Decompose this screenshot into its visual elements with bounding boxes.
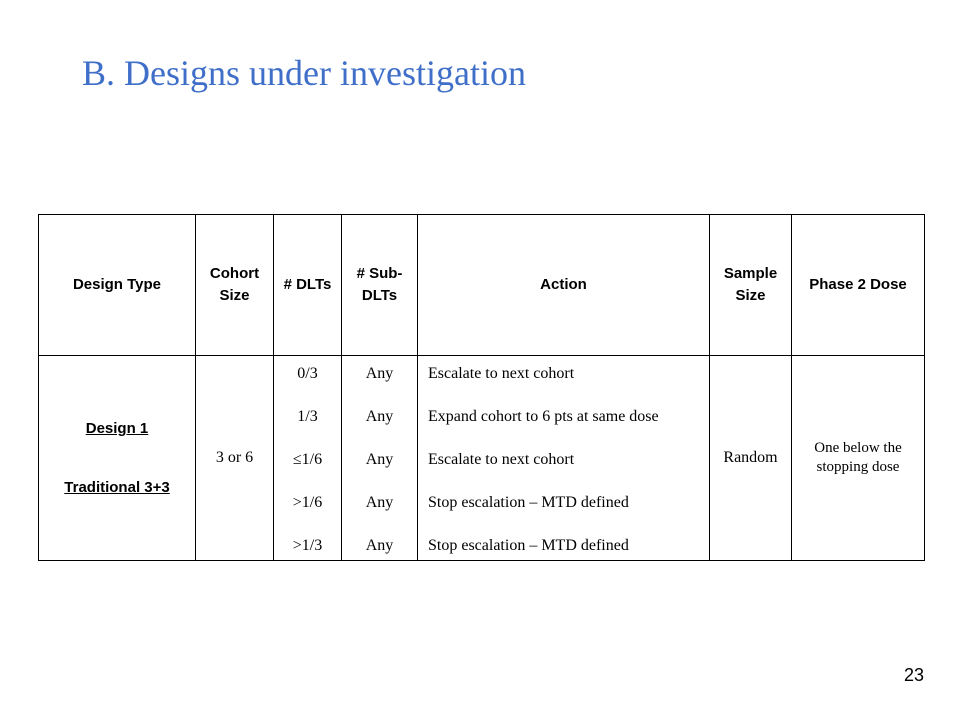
design-name: Design 1 [85, 420, 149, 437]
dlt-value: 1/3 [297, 408, 318, 425]
action-text: Expand cohort to 6 pts at same dose [428, 408, 659, 425]
cohort-size-cell: 3 or 6 [196, 356, 274, 561]
design-name-cell [39, 356, 196, 561]
action-cell [418, 356, 710, 561]
action-text: Escalate to next cohort [428, 451, 575, 468]
phase2-dose-cell [792, 356, 925, 561]
header-phase2-dose: Phase 2 Dose [792, 215, 925, 356]
action-text: Stop escalation – MTD defined [428, 494, 629, 511]
sample-size-cell: Random [710, 356, 792, 561]
sub-dlt-value: Any [365, 408, 394, 425]
sub-dlt-value: Any [365, 494, 394, 511]
action-text: Stop escalation – MTD defined [428, 537, 629, 554]
sub-dlt-value: Any [365, 365, 394, 382]
header-row [39, 215, 925, 356]
dlts-cell [274, 356, 342, 561]
dlt-value: 0/3 [297, 365, 318, 382]
design-subtitle: Traditional 3+3 [64, 479, 170, 496]
header-sub-dlts: # Sub-DLTs [342, 215, 418, 356]
sub-dlt-value: Any [365, 451, 394, 468]
header-sample-size: Sample Size [710, 215, 792, 356]
header-action: Action [418, 215, 710, 356]
dlt-value: >1/3 [292, 537, 323, 554]
sub-dlts-cell [342, 356, 418, 561]
header-cohort-size: Cohort Size [196, 215, 274, 356]
header-design-type: Design Type [39, 215, 196, 356]
action-text: Escalate to next cohort [428, 365, 575, 382]
page-number: 23 [903, 665, 924, 685]
phase2-dose-text: One below the stopping dose [814, 439, 902, 475]
sub-dlt-value: Any [365, 537, 394, 554]
design-table [38, 214, 925, 561]
slide-title: B. Designs under investigation [82, 53, 526, 93]
table-row [39, 356, 925, 561]
dlt-value: ≤1/6 [292, 451, 323, 468]
header-dlts: # DLTs [274, 215, 342, 356]
dlt-value: >1/6 [292, 494, 323, 511]
